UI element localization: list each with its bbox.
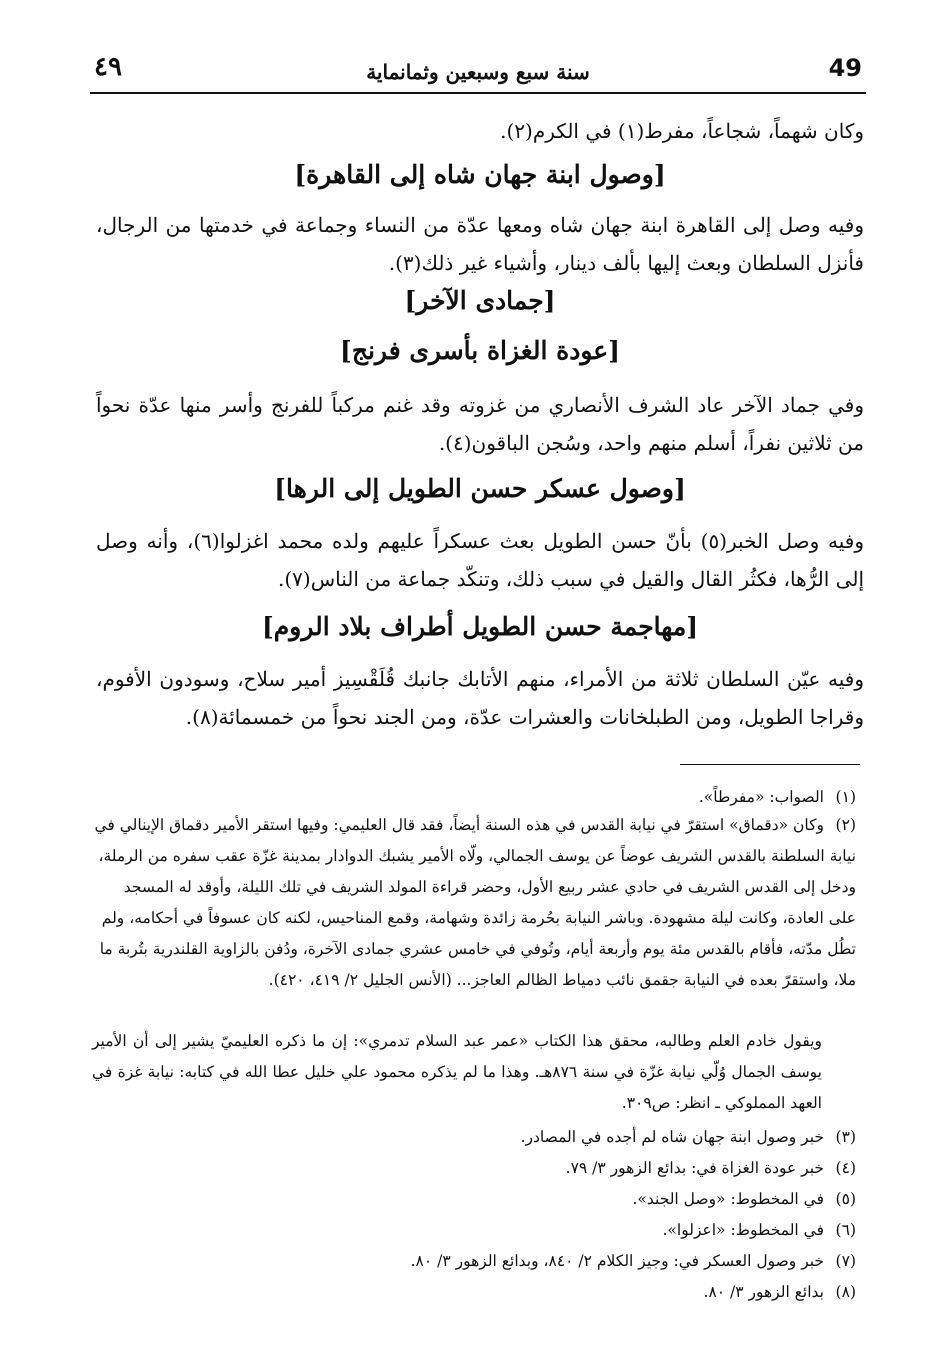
running-header xyxy=(90,52,866,94)
footnote-number: (٥) xyxy=(835,1190,856,1208)
page-number-arabic: ٤٩ xyxy=(94,52,122,82)
footnote-text: خبر وصول ابنة جهان شاه لم أجده في المصادر. xyxy=(520,1128,824,1146)
section-heading-3: [عودة الغزاة بأسرى فرنج] xyxy=(339,336,621,365)
footnote-8 xyxy=(92,1277,856,1308)
footnote-2-continuation: ويقول خادم العلم وطالبه، محقق هذا الكتاب «عمر عبد السلام تدمري»: إن ما ذكره العليميّ يشير إلى أن الأمير يوسف الجمال وُلّي نيابة غزّة في سنة ٨٧٦هـ. وهذا ما لم يذكره محمود علي خليل عطا الله في كتابه: نيابة غزة في العهد المملوكي ـ انظر: ص٣٠٩. xyxy=(92,1032,822,1112)
section-heading-1: [وصول ابنة جهان شاه إلى القاهرة] xyxy=(294,160,666,189)
footnote-number: (٢) xyxy=(835,816,856,834)
footnote-5 xyxy=(92,1184,856,1215)
footnote-number: (٣) xyxy=(835,1128,856,1146)
footnote-number: (٦) xyxy=(835,1221,856,1239)
footnote-text: خبر وصول العسكر في: وجيز الكلام ٢/ ٨٤٠، وبدائع الزهور ٣/ ٨٠. xyxy=(410,1252,824,1270)
paragraph-5: وفيه عيّن السلطان ثلاثة من الأمراء، منهم الأتابك جانبك قُلَقْسِيز أمير سلاح، وسودون الأفوم، وقراجا الطويل، ومن الطبلخانات والعشرات عدّة، ومن الجند نحواً من خمسمائة(٨). xyxy=(96,667,864,729)
footnote-divider xyxy=(680,764,860,765)
footnote-text: في المخطوط: «وصل الجند». xyxy=(632,1190,824,1208)
footnote-number: (٤) xyxy=(835,1159,856,1177)
running-title: سنة سبع وسبعين وثمانماية xyxy=(366,60,590,84)
paragraph-2: وفيه وصل إلى القاهرة ابنة جهان شاه ومعها عدّة من النساء وجماعة في خدمتها من الرجال، فأنزل السلطان وبعث إليها بألف دينار، وأشياء غير ذلك(٣). xyxy=(96,213,864,275)
paragraph-3: وفي جماد الآخر عاد الشرف الأنصاري من غزوته وقد غنم مركباً للفرنج وأسر منها عدّة نحواً من ثلاثين نفراً، أسلم منهم واحد، وسُجن الباقون(٤). xyxy=(96,393,864,455)
footnote-text: الصواب: «مفرطاً». xyxy=(698,788,824,806)
footnote-7 xyxy=(92,1246,856,1277)
paragraph-1: وكان شهماً، شجاعاً، مفرط(١) في الكرم(٢). xyxy=(500,119,864,143)
footnote-text: خبر عودة الغزاة في: بدائع الزهور ٣/ ٧٩. xyxy=(565,1159,824,1177)
footnote-text: وكان «دقماق» استقرّ في نيابة القدس في هذه السنة أيضاً، فقد قال العليمي: وفيها استقر الأمير دقماق الإينالي في نيابة السلطنة بالقدس الشريف عوضاً عن يوسف الجمالي، ولّاه الأمير يشبك الدوادار بمدينة غزّة عقب سفره من الرملة، ودخل إلى القدس الشريف في حادي عشر ربيع الأول، وحضر قراءة المولد الشريف في تلك الليلة، وأوقد له المسجد على العادة، وكانت ليلة مشهودة. وباشر النيابة بحُرمة زائدة وشهامة، وقمع المناحيس، لكنه كان عسوفاً في أحكامه، ولم تطُل مدّته، فأقام بالقدس مئة يوم وأربعة أيام، وتُوفي في خامس عشري جمادى الآخرة، ودُفن بالزاوية القلندرية بتُربة ما ملا، واستقرّ بعده في النيابة جقمق نائب دمياط الظالم العاجز... (الأنس الجليل ٢/ ٤١٩، ٤٢٠). xyxy=(94,816,856,989)
footnote-text: بدائع الزهور ٣/ ٨٠. xyxy=(703,1283,824,1301)
footnote-number: (١) xyxy=(835,788,856,806)
section-heading-2: [جمادى الآخر] xyxy=(404,286,556,315)
footnote-number: (٨) xyxy=(835,1283,856,1301)
footnote-6 xyxy=(92,1215,856,1246)
footnote-3 xyxy=(92,1122,856,1153)
section-heading-4: [وصول عسكر حسن الطويل إلى الرها] xyxy=(274,474,686,503)
footnote-number: (٧) xyxy=(835,1252,856,1270)
footnote-2 xyxy=(92,810,856,996)
page-number-latin: 49 xyxy=(828,54,862,82)
paragraph-4: وفيه وصل الخبر(٥) بأنّ حسن الطويل بعث عسكراً عليهم ولده محمد اغزلوا(٦)، وأنه وصل إلى الرُّها، فكثُر القال والقيل في سبب ذلك، وتنكّد جماعة من الناس(٧). xyxy=(96,529,865,591)
footnote-4 xyxy=(92,1153,856,1184)
section-heading-5: [مهاجمة حسن الطويل أطراف بلاد الروم] xyxy=(261,612,699,641)
footnote-text: في المخطوط: «اعزلوا». xyxy=(662,1221,824,1239)
footnote-1 xyxy=(92,782,856,813)
